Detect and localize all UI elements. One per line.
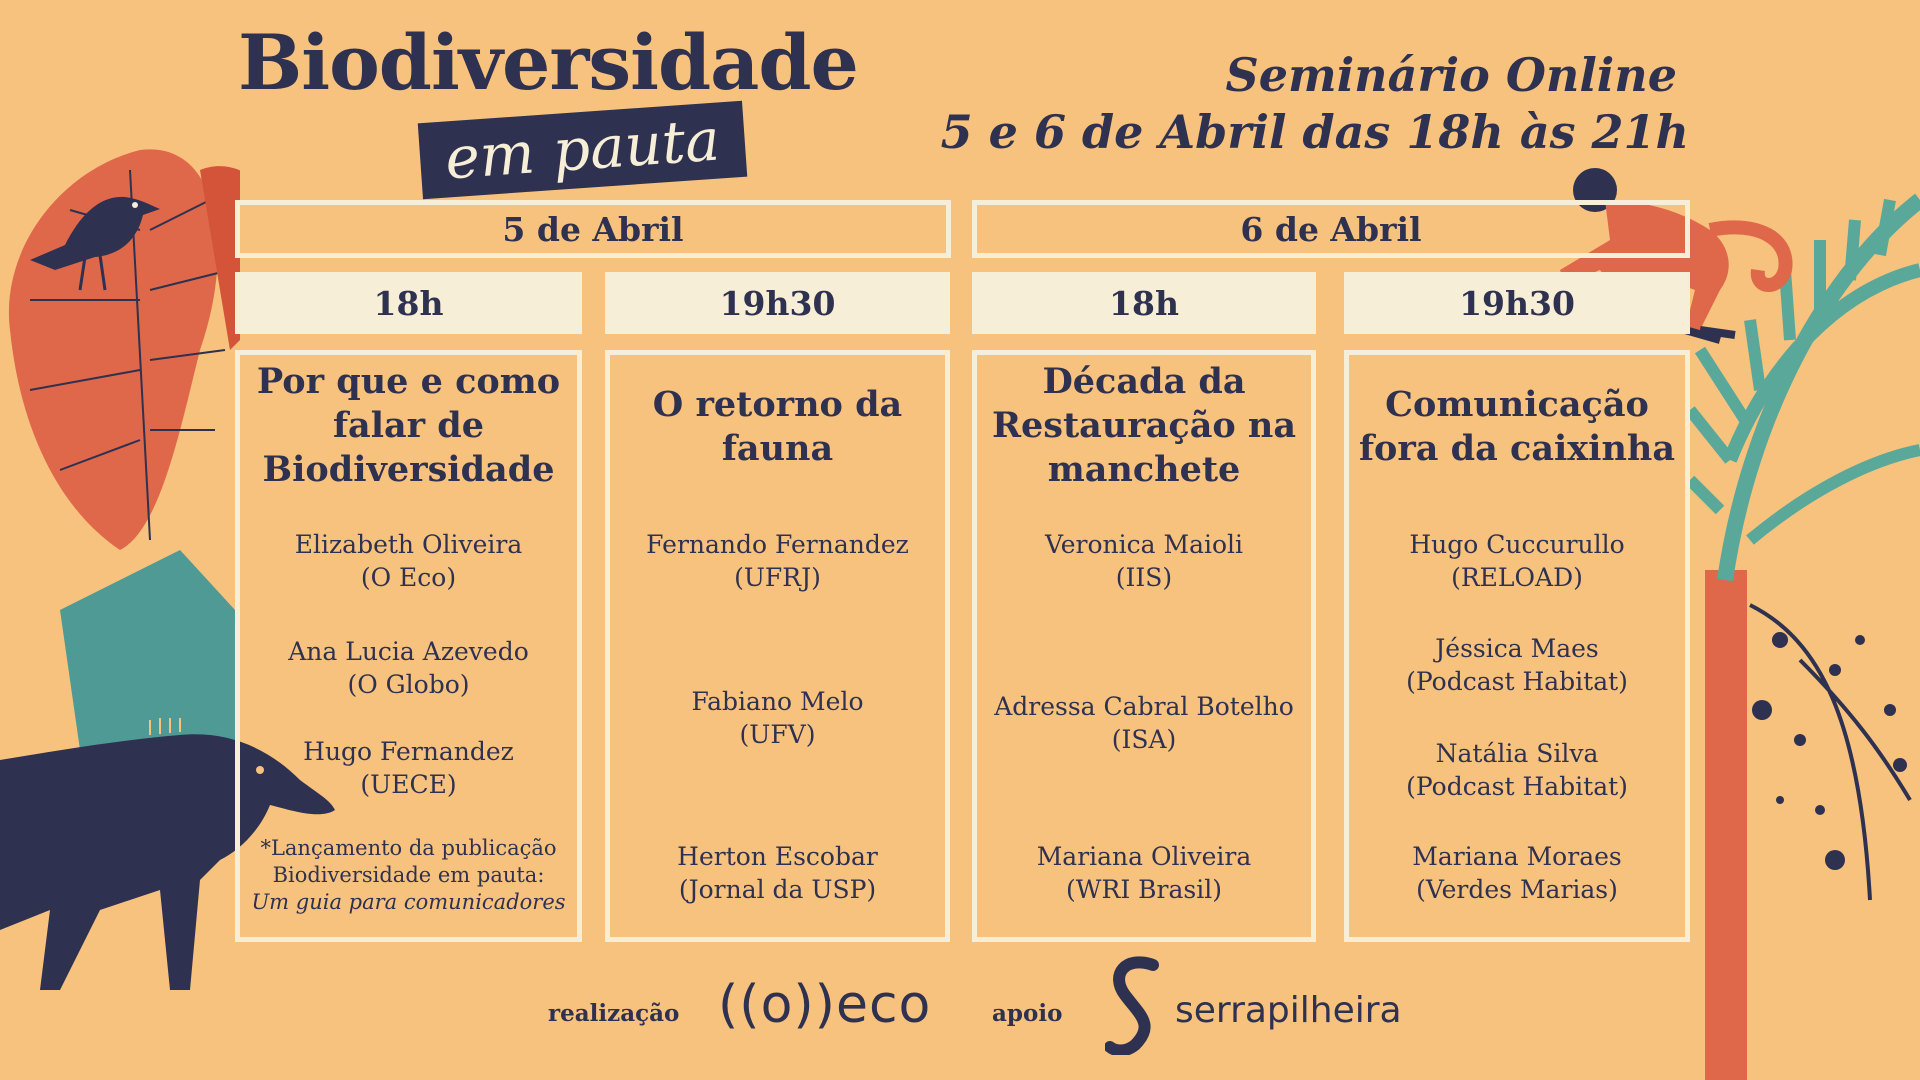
realizacao-label: realização xyxy=(548,1000,680,1027)
title-tag: em pauta xyxy=(418,101,748,199)
apoio-label: apoio xyxy=(992,1000,1063,1027)
session-title: O retorno da fauna xyxy=(652,384,903,469)
day-header-2: 6 de Abril xyxy=(972,200,1690,258)
session-time-2: 19h30 xyxy=(605,272,950,334)
page-title: Biodiversidade xyxy=(238,18,858,107)
session-title: Década da Restauração na manchete xyxy=(991,361,1297,490)
speaker: Hugo Fernandez (UECE) xyxy=(303,737,514,799)
speaker: Natália Silva (Podcast Habitat) xyxy=(1406,739,1628,801)
speaker: Mariana Oliveira (WRI Brasil) xyxy=(1036,842,1252,904)
seminar-dates: 5 e 6 de Abril das 18h às 21h xyxy=(940,105,1689,159)
session-title: Por que e como falar de Biodiversidade xyxy=(256,361,561,490)
session-time-4: 19h30 xyxy=(1344,272,1690,334)
session-card-1 xyxy=(235,350,582,942)
session-card-3 xyxy=(972,350,1316,942)
day-header-1: 5 de Abril xyxy=(235,200,951,258)
berries-illustration xyxy=(1740,600,1920,920)
serrapilheira-logo-icon xyxy=(1105,955,1161,1055)
bird-illustration xyxy=(25,185,165,295)
publication-note: *Lançamento da publicação Biodiversidade em pauta: Um guia para comunicadores xyxy=(251,836,566,914)
session-time-1: 18h xyxy=(235,272,582,334)
speaker: Jéssica Maes (Podcast Habitat) xyxy=(1406,634,1628,696)
session-title: Comunicação fora da caixinha xyxy=(1358,384,1676,469)
seminar-label: Seminário Online xyxy=(1225,48,1677,102)
serrapilheira-logo: serrapilheira xyxy=(1175,990,1402,1031)
session-card-4 xyxy=(1344,350,1690,942)
speaker: Fabiano Melo (UFV) xyxy=(691,687,864,749)
speaker: Fernando Fernandez (UFRJ) xyxy=(646,530,909,592)
speaker: Mariana Moraes (Verdes Marias) xyxy=(1412,842,1622,904)
speaker: Veronica Maioli (IIS) xyxy=(1044,530,1244,592)
speaker: Elizabeth Oliveira (O Eco) xyxy=(294,530,523,592)
session-card-2 xyxy=(605,350,950,942)
speaker: Ana Lucia Azevedo (O Globo) xyxy=(288,637,529,699)
oeco-logo: ((o))eco xyxy=(718,975,932,1035)
speaker: Adressa Cabral Botelho (ISA) xyxy=(994,692,1294,754)
speaker: Herton Escobar (Jornal da USP) xyxy=(677,842,878,904)
session-time-3: 18h xyxy=(972,272,1316,334)
speaker: Hugo Cuccurullo (RELOAD) xyxy=(1409,530,1625,592)
